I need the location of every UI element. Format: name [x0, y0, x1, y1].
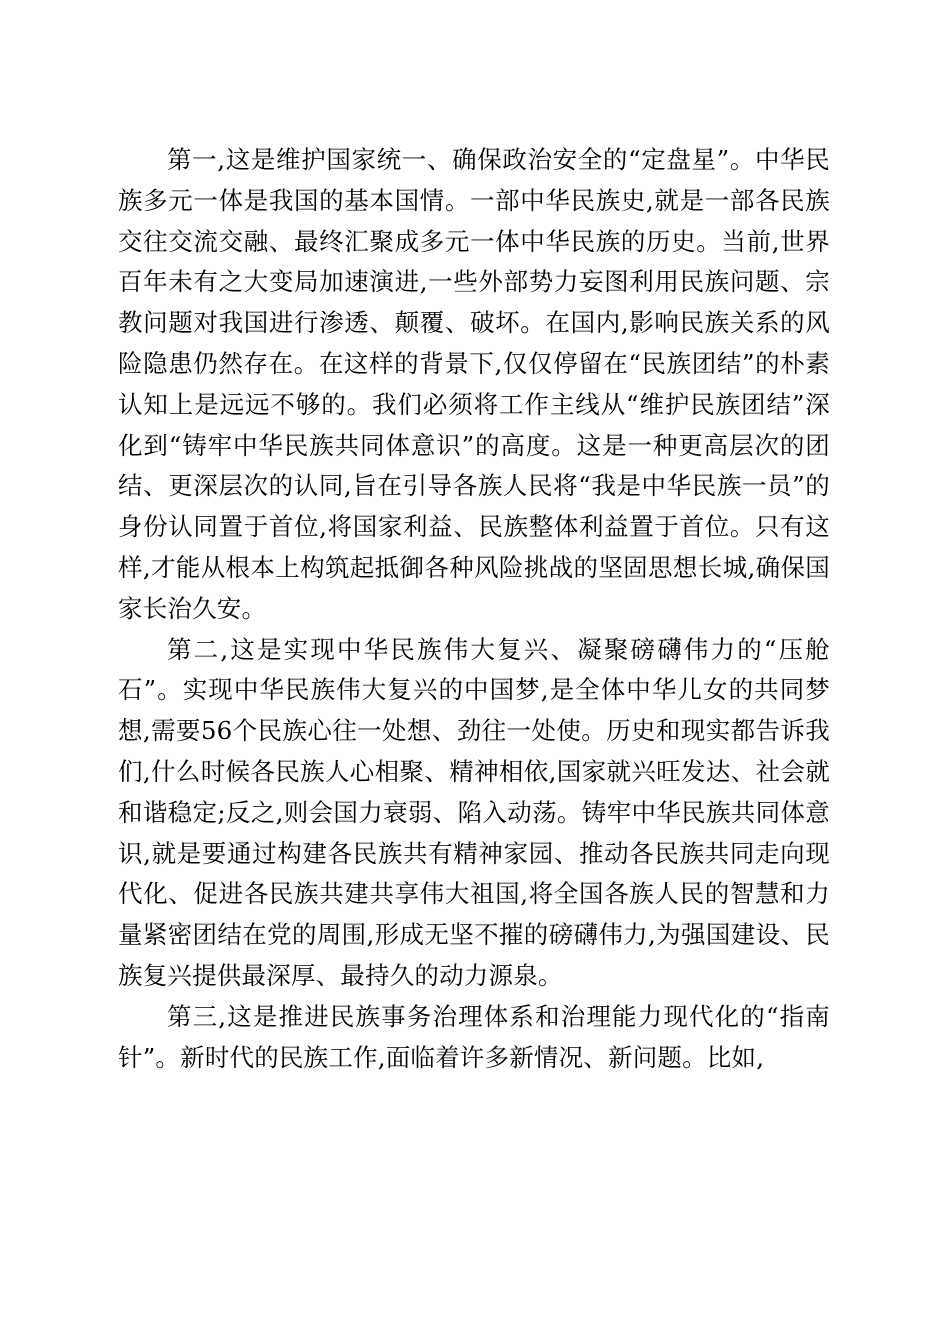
paragraph-3: 第三,这是推进民族事务治理体系和治理能力现代化的“指南针”。新时代的民族工作,面临着许多新情况、新问题。比如, [118, 1001, 830, 1072]
paragraph-1: 第一,这是维护国家统一、确保政治安全的“定盘星”。中华民族多元一体是我国的基本国情。一部中华民族史,就是一部各民族交往交流交融、最终汇聚成多元一体中华民族的历史。当前,世界百年未有之大变局加速演进,一些外部势力妄图利用民族问题、宗教问题对我国进行渗透、颠覆、破坏。在国内,影响民族关系的风险隐患仍然存在。在这样的背景下,仅仅停留在“民族团结”的朴素认知上是远远不够的。我们必须将工作主线从“维护民族团结”深化到“铸牢中华民族共同体意识”的高度。这是一种更高层次的团结、更深层次的认同,旨在引导各族人民将“我是中华民族一员”的身份认同置于首位,将国家利益、民族整体利益置于首位。只有这样,才能从根本上构筑起抵御各种风险挑战的坚固思想长城,确保国家长治久安。 [118, 145, 830, 623]
paragraph-2: 第二,这是实现中华民族伟大复兴、凝聚磅礴伟力的“压舱石”。实现中华民族伟大复兴的中国梦,是全体中华儿女的共同梦想,需要56个民族心往一处想、劲往一处使。历史和现实都告诉我们,什么时候各民族人心相聚、精神相依,国家就兴旺发达、社会就和谐稳定;反之,则会国力衰弱、陷入动荡。铸牢中华民族共同体意识,就是要通过构建各民族共有精神家园、推动各民族共同走向现代化、促进各民族共建共享伟大祖国,将全国各族人民的智慧和力量紧密团结在党的周围,形成无坚不摧的磅礴伟力,为强国建设、民族复兴提供最深厚、最持久的动力源泉。 [118, 634, 830, 990]
body-text [118, 140, 830, 1078]
